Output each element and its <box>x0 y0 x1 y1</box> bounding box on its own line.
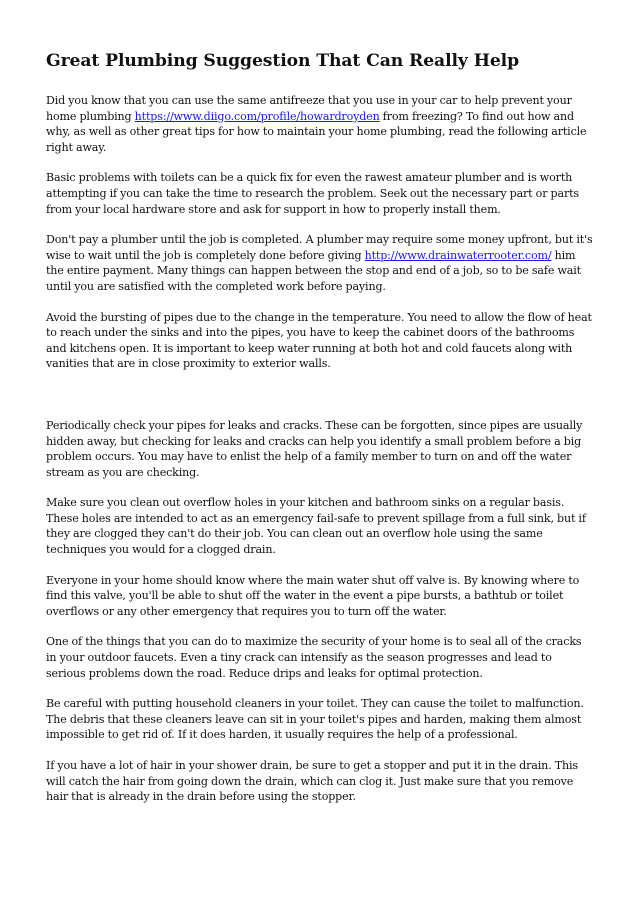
paragraph-leaks: Periodically check your pipes for leaks and cracks. These can be forgotten, since pipes are usually hidden away, but checking for leaks and cracks can help you identify a small problem before a big problem occurs. You may have to enlist the help of a family member to turn on and off the water stream as you are checking. <box>46 418 583 479</box>
paragraph-outdoor-faucets: One of the things that you can do to maximize the security of your home is to seal all of the cracks in your outdoor faucets. Even a tiny crack can intensify as the season progresses and lead to serious problems down the road. Reduce drips and leaks for optimal protection. <box>46 635 582 680</box>
paragraph-bursting-pipes: Avoid the bursting of pipes due to the change in the temperature. You need to allow the flow of heat to reach under the sinks and into the pipes, you have to keep the cabinet doors of the bathrooms and kitchens open. It is important to keep water running at both hot and cold faucets along with vanities that are in close proximity to exterior walls. <box>46 310 592 371</box>
paragraph-household-cleaners: Be careful with putting household cleaners in your toilet. They can cause the toilet to malfunction. The debris that these cleaners leave can sit in your toilet's pipes and harden, making them almost impossible to get rid of. If it does harden, it usually requires the help of a professional. <box>46 697 584 742</box>
page-title: Great Plumbing Suggestion That Can Really Help <box>46 51 520 71</box>
paragraph-text: Did you know that you can use the same antifreeze that you use in your car to help prevent your home plumbing <box>46 94 572 123</box>
drainwaterrooter-link[interactable]: http://www.drainwaterrooter.com/ <box>364 248 552 262</box>
document-page <box>46 50 594 820</box>
paragraph-shower-drain: If you have a lot of hair in your shower drain, be sure to get a stopper and put it in the drain. This will catch the hair from going down the drain, which can clog it. Just make sure that you remove hair that is already in the drain before using the stopper. <box>46 759 578 804</box>
diigo-link[interactable]: https://www.diigo.com/profile/howardroyden <box>134 109 380 123</box>
paragraph-payment <box>46 232 594 294</box>
paragraph-antifreeze <box>46 93 594 155</box>
paragraph-text: from freezing? To find out how and why, as well as other great tips for how to maintain your home plumbing, read the following article right away. <box>46 109 587 154</box>
paragraph-text: him the entire payment. Many things can happen between the stop and end of a job, so to be safe wait until you are satisfied with the completed work before paying. <box>46 248 581 293</box>
paragraph-text: Don't pay a plumber until the job is completed. A plumber may require some money upfront, but it's wise to wait until the job is completely done before giving <box>46 233 593 262</box>
paragraph-overflow-holes: Make sure you clean out overflow holes in your kitchen and bathroom sinks on a regular basis. These holes are intended to act as an emergency fail-safe to prevent spillage from a full sink, but if they are clogged they can't do their job. You can clean out an overflow hole using the same techniques you would for a clogged drain. <box>46 496 586 557</box>
paragraph-toilets: Basic problems with toilets can be a quick fix for even the rawest amateur plumber and is worth attempting if you can take the time to research the problem. Seek out the necessary part or parts from your local hardware store and ask for support in how to properly install them. <box>46 171 579 216</box>
paragraph-shutoff-valve: Everyone in your home should know where the main water shut off valve is. By knowing where to find this valve, you'll be able to shut off the water in the event a pipe bursts, a bathtub or toilet overflows or any other emergency that requires you to turn off the water. <box>46 573 580 618</box>
spacer <box>46 387 594 418</box>
